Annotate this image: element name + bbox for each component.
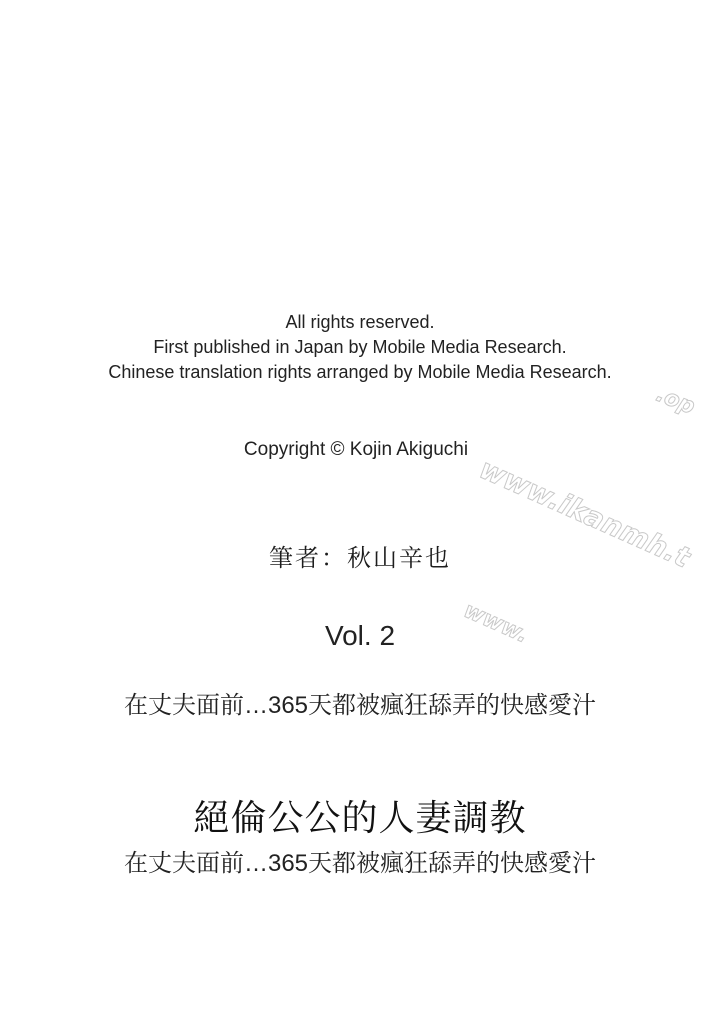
- rights-line-3: Chinese translation rights arranged by Mobile Media Research.: [108, 362, 612, 382]
- author-credit: 筆者：秋山辛也: [269, 545, 451, 572]
- watermark-text-1: .op: [652, 382, 699, 420]
- rights-notice: [0, 310, 720, 385]
- subtitle-clipped-top-text: 在丈夫面前…365天都被瘋狂舔弄的快感愛汁: [123, 692, 597, 719]
- rights-line-1: All rights reserved.: [285, 312, 435, 332]
- watermark-text-2: www.ikanmh.t: [474, 452, 696, 575]
- watermark-text-3: www.: [459, 598, 533, 649]
- subtitle-clipped-top: [0, 688, 720, 719]
- subtitle-clipped-bottom-text: 在丈夫面前…365天都被瘋狂舔弄的快感愛汁: [123, 850, 597, 877]
- series-title: 絕倫公公的人妻調教: [193, 797, 527, 838]
- subtitle-clipped-bottom: [0, 850, 720, 877]
- copyright-notice: Copyright © Kojin Akiguchi: [243, 439, 469, 460]
- rights-line-2: First published in Japan by Mobile Media Research.: [153, 337, 567, 357]
- volume-number: Vol. 2: [324, 620, 396, 651]
